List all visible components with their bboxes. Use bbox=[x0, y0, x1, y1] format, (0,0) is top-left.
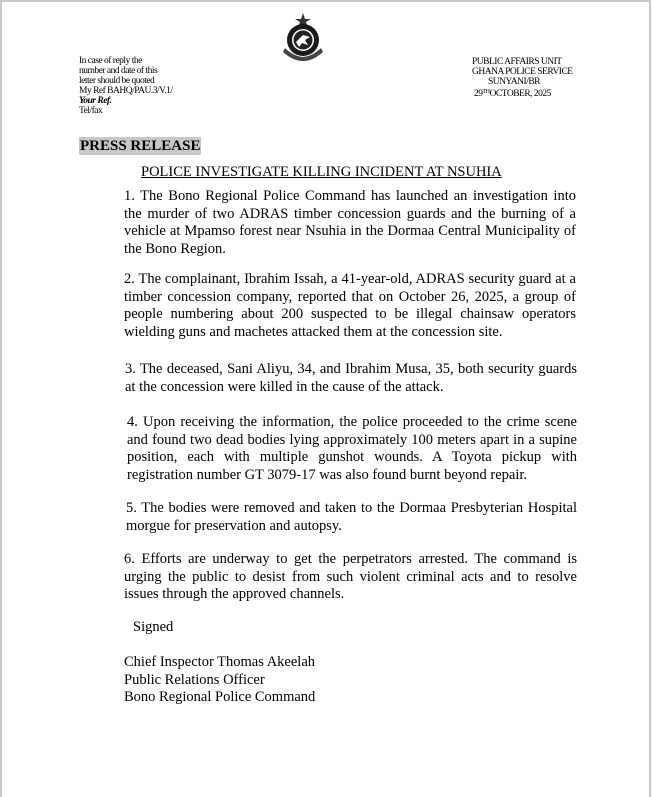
paragraph-3: 3. The deceased, Sani Aliyu, 34, and Ibrahim Musa, 35, both security guards at the concession were killed in the cause of the attack. bbox=[125, 361, 577, 395]
reference-line: In case of reply the bbox=[79, 56, 142, 66]
reference-block bbox=[79, 56, 173, 116]
paragraph-5: 5. The bodies were removed and taken to the Dormaa Presbyterian Hospital morgue for preservation and autopsy. bbox=[126, 500, 577, 534]
your-ref: Your Ref. bbox=[79, 96, 112, 106]
my-ref: My Ref BAHQ/PAU.3/V.1/ bbox=[79, 86, 173, 96]
press-release-label: PRESS RELEASE bbox=[80, 138, 201, 154]
tel-fax: Tel/fax bbox=[79, 106, 103, 116]
date-rest: OCTOBER, 2025 bbox=[489, 89, 551, 99]
letter-date bbox=[474, 87, 573, 99]
paragraph-6: 6. Efforts are underway to get the perpetrators arrested. The command is urging the public to desist from such violent criminal acts and to resolve issues through the approved channels. bbox=[124, 551, 577, 602]
reference-line: letter should be quoted bbox=[79, 76, 155, 86]
signatory-title: Public Relations Officer bbox=[124, 671, 265, 688]
paragraph-1: 1. The Bono Regional Police Command has launched an investigation into the murder of two ADRAS timber concession guards and the burning of a vehicle at Mpamso forest near Nsuhia in the Dormaa Central Municipality of the Bono Region. bbox=[124, 188, 576, 257]
headline: POLICE INVESTIGATE KILLING INCIDENT AT NSUHIA bbox=[141, 164, 502, 180]
signatory-unit: Bono Regional Police Command bbox=[124, 689, 316, 705]
paragraph-2: 2. The complainant, Ibrahim Issah, a 41-year-old, ADRAS security guard at a timber concession company, reported that on October 26, 2025, a group of people numbering about 200 suspected to be illegal chainsaw operators wielding guns and machetes attacked them at the concession site. bbox=[124, 271, 576, 340]
paragraph-4: 4. Upon receiving the information, the police proceeded to the crime scene and found two dead bodies lying approximately 100 meters apart in a supine position, each with multiple gunshot wounds. A Toyota pickup with registration number GT 3079-17 was also found burnt beyond repair. bbox=[127, 414, 577, 483]
ghana-police-crest-icon bbox=[273, 12, 333, 62]
reference-line: number and date of this bbox=[79, 66, 158, 76]
unit-name: PUBLIC AFFAIRS UNIT bbox=[472, 57, 562, 67]
location: SUNYANI/BR bbox=[488, 77, 541, 87]
signature-block bbox=[124, 654, 315, 707]
date-day: 29 bbox=[474, 89, 483, 99]
signed-label: Signed bbox=[133, 619, 174, 635]
date-suffix: TH bbox=[482, 89, 490, 95]
signatory-name: Chief Inspector Thomas Akeelah bbox=[124, 654, 315, 670]
service-name: GHANA POLICE SERVICE bbox=[472, 67, 573, 77]
sender-address bbox=[472, 57, 573, 99]
